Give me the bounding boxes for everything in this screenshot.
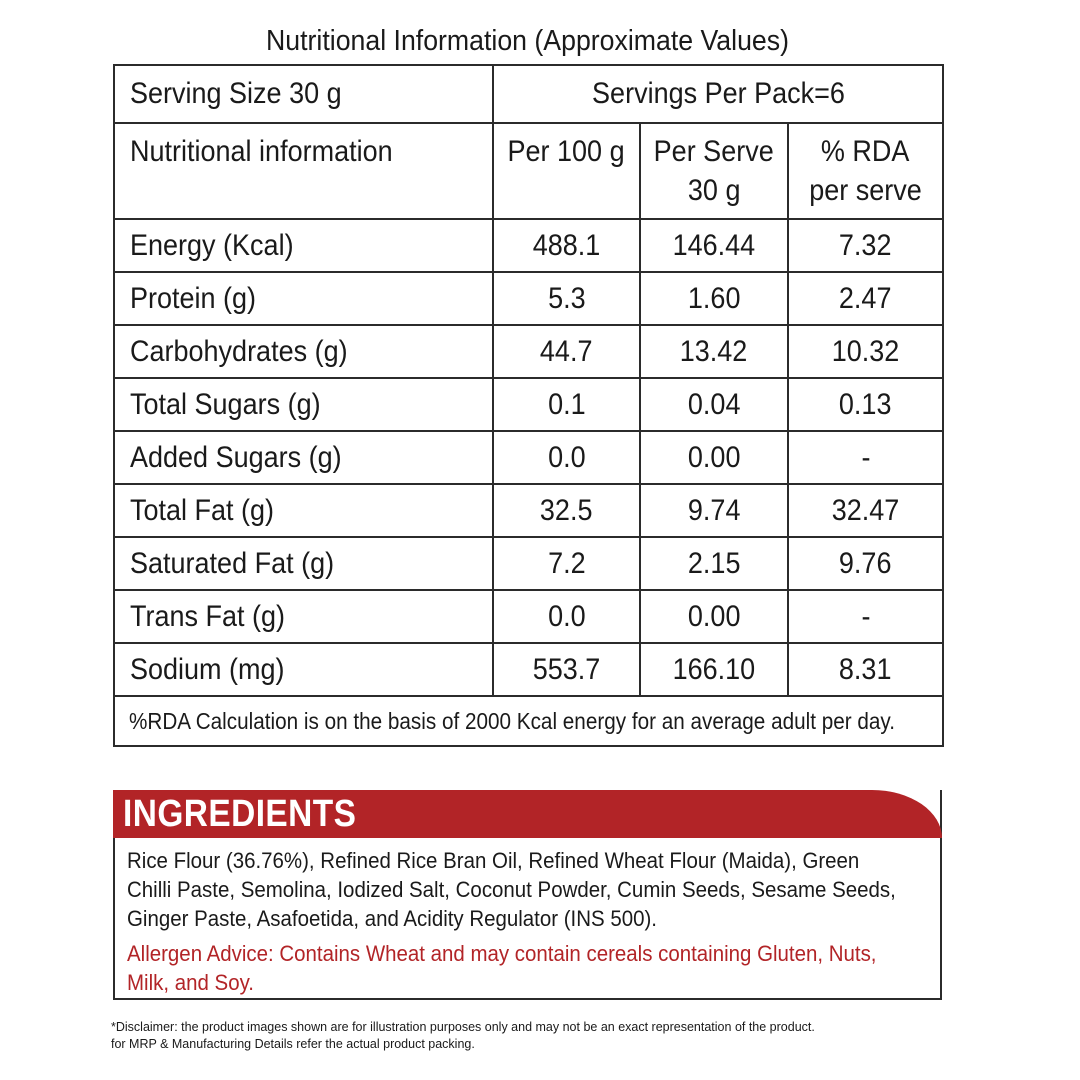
nutrient-name: Carbohydrates (g) bbox=[114, 325, 493, 378]
value-rda: - bbox=[788, 590, 943, 643]
ingredients-line: Rice Flour (36.76%), Refined Rice Bran Oil, Refined Wheat Flour (Maida), Green bbox=[127, 848, 860, 873]
value-per-serve: 2.15 bbox=[640, 537, 788, 590]
value-rda: 10.32 bbox=[788, 325, 943, 378]
nutrient-row bbox=[114, 378, 943, 431]
value-per-serve: 146.44 bbox=[640, 219, 788, 272]
allergen-line: Milk, and Soy. bbox=[127, 970, 254, 995]
nutrient-name: Energy (Kcal) bbox=[114, 219, 493, 272]
value-per-100g: 5.3 bbox=[493, 272, 640, 325]
value-rda: 32.47 bbox=[788, 484, 943, 537]
value-rda: 9.76 bbox=[788, 537, 943, 590]
value-per-100g: 44.7 bbox=[493, 325, 640, 378]
rda-note-row bbox=[114, 696, 943, 746]
ingredients-line: Chilli Paste, Semolina, Iodized Salt, Coconut Powder, Cumin Seeds, Sesame Seeds, bbox=[127, 877, 896, 902]
nutrient-name: Sodium (mg) bbox=[114, 643, 493, 696]
value-rda: 7.32 bbox=[788, 219, 943, 272]
value-per-100g: 0.1 bbox=[493, 378, 640, 431]
value-per-serve: 166.10 bbox=[640, 643, 788, 696]
value-per-serve: 0.04 bbox=[640, 378, 788, 431]
value-per-serve: 1.60 bbox=[640, 272, 788, 325]
value-rda: - bbox=[788, 431, 943, 484]
value-per-100g: 7.2 bbox=[493, 537, 640, 590]
header-nutritional-information: Nutritional information bbox=[114, 123, 493, 219]
nutrient-row bbox=[114, 431, 943, 484]
ingredients-text bbox=[127, 846, 957, 933]
nutrient-name: Trans Fat (g) bbox=[114, 590, 493, 643]
disclaimer-line-1: *Disclaimer: the product images shown are for illustration purposes only and may not be an exact representation of the product. bbox=[111, 1020, 815, 1034]
nutrient-row bbox=[114, 325, 943, 378]
allergen-advice bbox=[127, 939, 957, 997]
value-per-100g: 488.1 bbox=[493, 219, 640, 272]
nutrient-row bbox=[114, 643, 943, 696]
value-rda: 0.13 bbox=[788, 378, 943, 431]
nutrient-name: Added Sugars (g) bbox=[114, 431, 493, 484]
nutrient-row bbox=[114, 272, 943, 325]
header-per-100g: Per 100 g bbox=[493, 123, 640, 219]
ingredients-line: Ginger Paste, Asafoetida, and Acidity Regulator (INS 500). bbox=[127, 906, 657, 931]
servings-per-pack: Servings Per Pack=6 bbox=[493, 65, 943, 123]
nutrient-row bbox=[114, 537, 943, 590]
nutrient-row bbox=[114, 484, 943, 537]
nutrient-row bbox=[114, 219, 943, 272]
value-per-serve: 13.42 bbox=[640, 325, 788, 378]
column-header-row bbox=[114, 123, 943, 219]
page-title: Nutritional Information (Approximate Values) bbox=[266, 25, 789, 57]
nutrient-name: Total Sugars (g) bbox=[114, 378, 493, 431]
value-per-100g: 553.7 bbox=[493, 643, 640, 696]
value-rda: 2.47 bbox=[788, 272, 943, 325]
allergen-line: Allergen Advice: Contains Wheat and may contain cereals containing Gluten, Nuts, bbox=[127, 941, 877, 966]
value-per-serve: 0.00 bbox=[640, 431, 788, 484]
disclaimer bbox=[111, 1019, 815, 1053]
ingredients-header-bar bbox=[113, 790, 942, 838]
nutrient-name: Saturated Fat (g) bbox=[114, 537, 493, 590]
value-per-serve: 9.74 bbox=[640, 484, 788, 537]
value-per-100g: 0.0 bbox=[493, 431, 640, 484]
nutrient-rows bbox=[114, 219, 943, 696]
header-rda: % RDA per serve bbox=[788, 123, 943, 219]
header-per-serve: Per Serve 30 g bbox=[640, 123, 788, 219]
nutrient-name: Total Fat (g) bbox=[114, 484, 493, 537]
serving-size: Serving Size 30 g bbox=[114, 65, 493, 123]
nutrient-row bbox=[114, 590, 943, 643]
nutrition-table bbox=[113, 64, 944, 747]
nutrient-name: Protein (g) bbox=[114, 272, 493, 325]
value-per-serve: 0.00 bbox=[640, 590, 788, 643]
rda-note: %RDA Calculation is on the basis of 2000 Kcal energy for an average adult per day. bbox=[114, 696, 943, 746]
serving-row bbox=[114, 65, 943, 123]
value-per-100g: 0.0 bbox=[493, 590, 640, 643]
ingredients-heading: INGREDIENTS bbox=[123, 793, 357, 835]
disclaimer-line-2: for MRP & Manufacturing Details refer the actual product packing. bbox=[111, 1037, 475, 1051]
value-per-100g: 32.5 bbox=[493, 484, 640, 537]
value-rda: 8.31 bbox=[788, 643, 943, 696]
